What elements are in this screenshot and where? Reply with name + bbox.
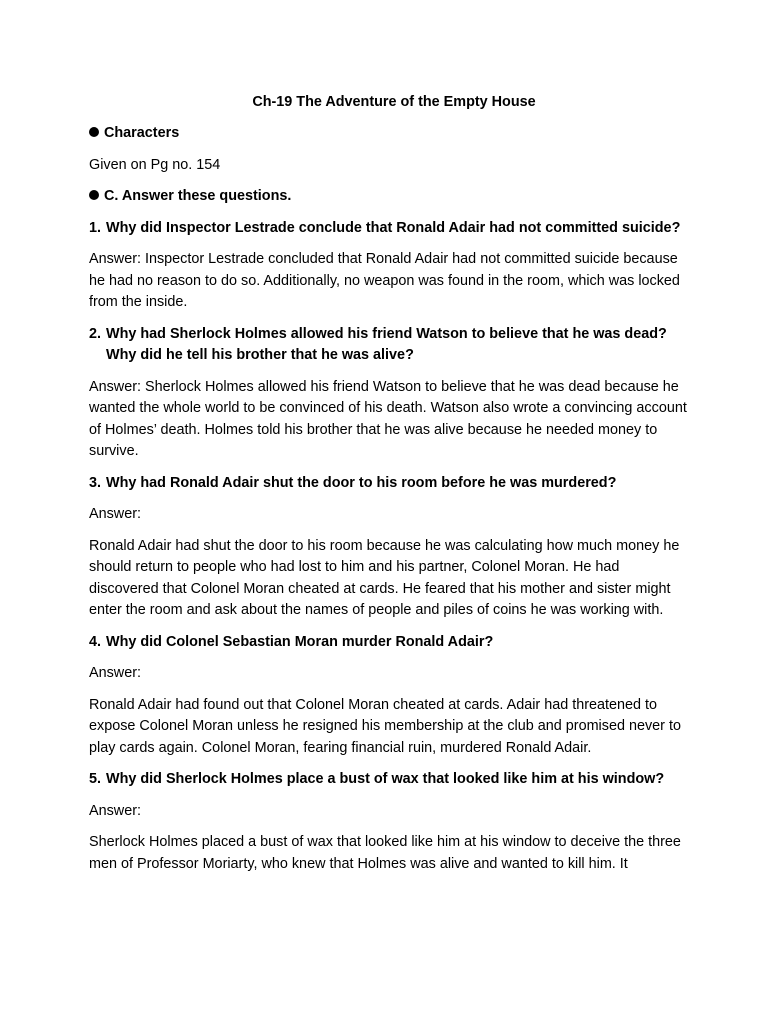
question-text: Why had Sherlock Holmes allowed his friend Watson to believe that he was dead? Why did he tell his brother that he was alive?: [106, 325, 667, 363]
question-text: Why had Ronald Adair shut the door to his room before he was murdered?: [106, 474, 617, 491]
document-title: Ch-19 The Adventure of the Empty House: [252, 94, 536, 110]
document-body: [89, 91, 689, 885]
question-number: 5.: [89, 771, 102, 787]
section-c-heading-text: C. Answer these questions.: [104, 188, 292, 204]
answer-5-label: Answer:: [89, 802, 141, 819]
question-number: 3.: [89, 474, 102, 491]
answer-3-label: Answer:: [89, 506, 141, 522]
question-2: [89, 324, 689, 367]
answer-5: Sherlock Holmes placed a bust of wax that looked like him at his window to deceive the three men of Professor Moriarty, who knew that Holmes was alive and wanted to kill him. It: [89, 834, 681, 872]
answer-4: Ronald Adair had found out that Colonel Moran cheated at cards. Adair had threatened to expose Colonel Moran unless he resigned his membership at the club and promised never to play cards again. Colonel Moran, fearing financial ruin, murdered Ronald Adair.: [89, 696, 681, 756]
answer-4-label: Answer:: [89, 665, 141, 681]
characters-text: Given on Pg no. 154: [89, 156, 221, 173]
question-5: [89, 769, 689, 791]
bullet-icon: [89, 190, 99, 200]
question-1: [89, 218, 689, 240]
section-c-heading: [89, 186, 689, 208]
question-text: Why did Inspector Lestrade conclude that Ronald Adair had not committed suicide?: [106, 219, 681, 236]
question-text: Why did Colonel Sebastian Moran murder Ronald Adair?: [106, 633, 494, 650]
question-3: [89, 473, 689, 495]
question-number: 2.: [89, 325, 102, 342]
characters-heading-text: Characters: [104, 125, 180, 141]
answer-2: Answer: Sherlock Holmes allowed his friend Watson to believe that he was dead because he wanted the whole world to be convinced of his death. Watson also wrote a convincing account of Holmes’ death. Holmes told his brother that he was alive because he needed money to survive.: [89, 378, 687, 459]
answer-1: Answer: Inspector Lestrade concluded that Ronald Adair had not committed suicide because he had no reason to do so. Additionally, no weapon was found in the room, which was locked from the inside.: [89, 251, 680, 310]
question-number: 1.: [89, 219, 102, 236]
question-text: Why did Sherlock Holmes place a bust of wax that looked like him at his window?: [106, 771, 665, 787]
bullet-icon: [89, 127, 99, 137]
question-4: [89, 632, 689, 654]
question-number: 4.: [89, 633, 102, 650]
characters-heading: [89, 123, 689, 145]
answer-3: Ronald Adair had shut the door to his room because he was calculating how much money he should return to people who had lost to him and his partner, Colonel Moran. He had discovered that Colonel Moran cheated at cards. He feared that his mother and sister might enter the room and ask about the names of people and piles of coins he was working with.: [89, 537, 680, 618]
